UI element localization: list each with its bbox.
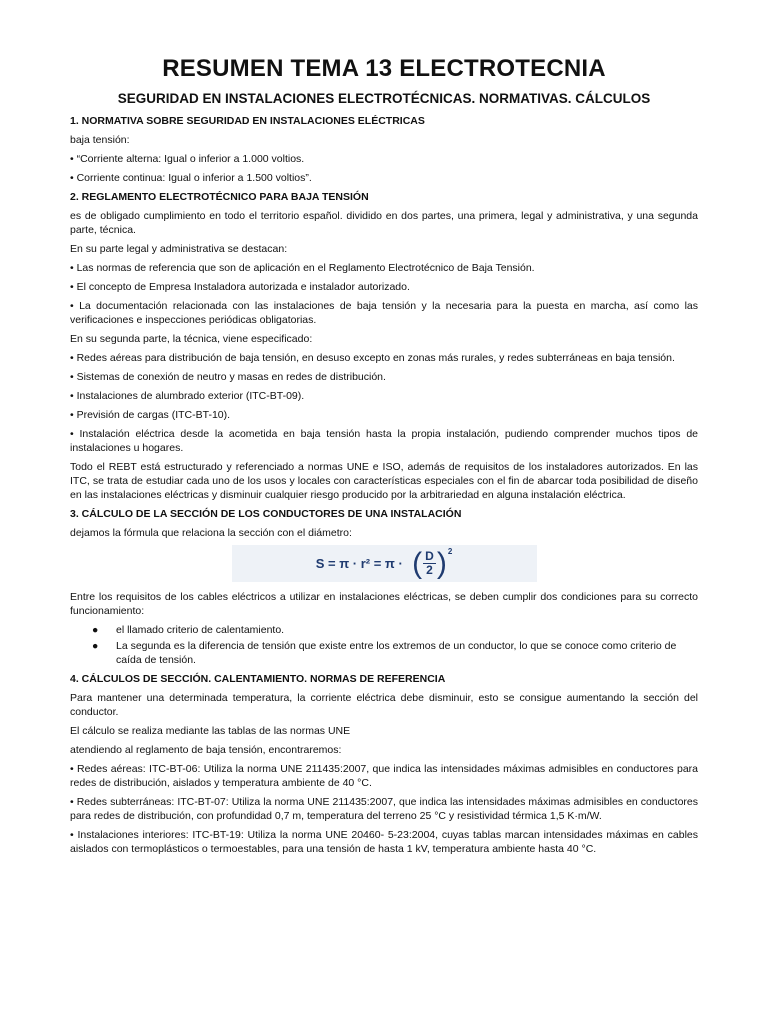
section-2-paragraph: es de obligado cumplimiento en todo el territorio español. dividido en dos partes, una primera, legal y administrativa, y una segunda parte, técnica. bbox=[70, 210, 698, 236]
bullet-icon: ● bbox=[92, 624, 99, 636]
section-2-bullet: • Las normas de referencia que son de aplicación en el Reglamento Electrotécnico de Baja Tensión. bbox=[70, 262, 535, 274]
list-item bbox=[70, 623, 698, 637]
formula-exponent: 2 bbox=[447, 547, 453, 556]
section-2-bullet: • El concepto de Empresa Instaladora autorizada e instalador autorizado. bbox=[70, 281, 410, 293]
section-1-heading: 1. NORMATIVA SOBRE SEGURIDAD EN INSTALACIONES ELÉCTRICAS bbox=[70, 115, 425, 127]
section-2-heading: 2. REGLAMENTO ELECTROTÉCNICO PARA BAJA TENSIÓN bbox=[70, 191, 369, 203]
document-title: RESUMEN TEMA 13 ELECTROTECNIA bbox=[162, 55, 606, 82]
section-4-paragraph: Para mantener una determinada temperatura, la corriente eléctrica debe disminuir, esto se consigue aumentando la sección del conductor. bbox=[70, 692, 698, 718]
list-item bbox=[70, 639, 698, 667]
section-4-bullet: • Redes aéreas: ITC-BT-06: Utiliza la norma UNE 211435:2007, que indica las intensidades máximas admisibles en conductores para redes de distribución, aislados y temperatura ambiente de 40 °C. bbox=[70, 763, 698, 789]
section-2-paragraph: En su parte legal y administrativa se destacan: bbox=[70, 243, 288, 255]
list-item-text: La segunda es la diferencia de tensión que existe entre los extremos de un conductor, lo que se conoce como criterio de caída de tensión. bbox=[116, 640, 677, 666]
left-paren-icon: ( bbox=[403, 546, 423, 580]
section-2-bullet: • Instalaciones de alumbrado exterior (ITC-BT-09). bbox=[70, 390, 305, 402]
section-3-paragraph: Entre los requisitos de los cables eléctricos a utilizar en instalaciones eléctricas, se deben cumplir dos condiciones para su correcto funcionamiento: bbox=[70, 591, 698, 617]
document-subtitle: SEGURIDAD EN INSTALACIONES ELECTROTÉCNICAS. NORMATIVAS. CÁLCULOS bbox=[117, 91, 651, 106]
right-paren-icon: ) bbox=[436, 546, 447, 580]
formula-numerator: D bbox=[425, 549, 434, 563]
section-1-bullet: • “Corriente alterna: Igual o inferior a 1.000 voltios. bbox=[70, 153, 305, 165]
section-3-paragraph: dejamos la fórmula que relaciona la sección con el diámetro: bbox=[70, 527, 352, 539]
section-2-bullet: • Redes aéreas para distribución de baja tensión, en desuso excepto en zonas más rurales, y redes subterráneas en baja tensión. bbox=[70, 352, 675, 364]
section-2-paragraph: En su segunda parte, la técnica, viene especificado: bbox=[70, 333, 313, 345]
conditions-list bbox=[70, 623, 698, 667]
section-4-paragraph: atendiendo al reglamento de baja tensión, encontraremos: bbox=[70, 744, 342, 756]
section-2-bullet: • Previsión de cargas (ITC-BT-10). bbox=[70, 409, 231, 421]
section-4-bullet: • Redes subterráneas: ITC-BT-07: Utiliza la norma UNE 211435:2007, que indica las intensidades máximas admisibles en conductores para redes de distribución, con profundidad 0,7 m, temperatura del terreno 25 °C y resistividad térmica 1,5 K·m/W. bbox=[70, 796, 698, 822]
section-2-bullet: • La documentación relacionada con las instalaciones de baja tensión y la necesaria para la puesta en marcha, así como las verificaciones e inspecciones periódicas obligatorias. bbox=[70, 300, 698, 326]
section-3-heading: 3. CÁLCULO DE LA SECCIÓN DE LOS CONDUCTORES DE UNA INSTALACIÓN bbox=[70, 508, 462, 520]
section-formula bbox=[232, 545, 537, 582]
bullet-icon: ● bbox=[92, 640, 99, 652]
formula-fraction bbox=[423, 550, 436, 577]
formula-lhs: S = π · r² = π · bbox=[315, 556, 403, 571]
list-item-text: el llamado criterio de calentamiento. bbox=[116, 624, 285, 636]
section-2-paragraph: Todo el REBT está estructurado y referenciado a normas UNE e ISO, además de requisitos de los instaladores autorizados. En las ITC, se trata de estudiar cada uno de los usos y locales con características especiales con el fin de abarcar toda posibilidad de diseño en las instalaciones eléctricas y disminuir cualquier riesgo producido por la arbitrariedad en alguna instalación eléctrica. bbox=[70, 461, 698, 501]
section-4-bullet: • Instalaciones interiores: ITC-BT-19: Utiliza la norma UNE 20460- 5-23:2004, cuyas tablas marcan intensidades máximas en cables aislados con termoplásticos o termoestables, para una tensión de hasta 1 kV, temperatura ambiente hasta 40 °C. bbox=[70, 829, 698, 855]
formula-denominator: 2 bbox=[426, 563, 433, 577]
section-2-bullet: • Instalación eléctrica desde la acometida en baja tensión hasta la propia instalación, pudiendo comprender muchos tipos de instalaciones u hogares. bbox=[70, 428, 698, 454]
section-4-paragraph: El cálculo se realiza mediante las tablas de las normas UNE bbox=[70, 725, 351, 737]
section-1-bullet: • Corriente continua: Igual o inferior a 1.500 voltios”. bbox=[70, 172, 312, 184]
section-1-paragraph: baja tensión: bbox=[70, 134, 130, 146]
section-2-bullet: • Sistemas de conexión de neutro y masas en redes de distribución. bbox=[70, 371, 386, 383]
section-4-heading: 4. CÁLCULOS DE SECCIÓN. CALENTAMIENTO. NORMAS DE REFERENCIA bbox=[70, 673, 446, 685]
